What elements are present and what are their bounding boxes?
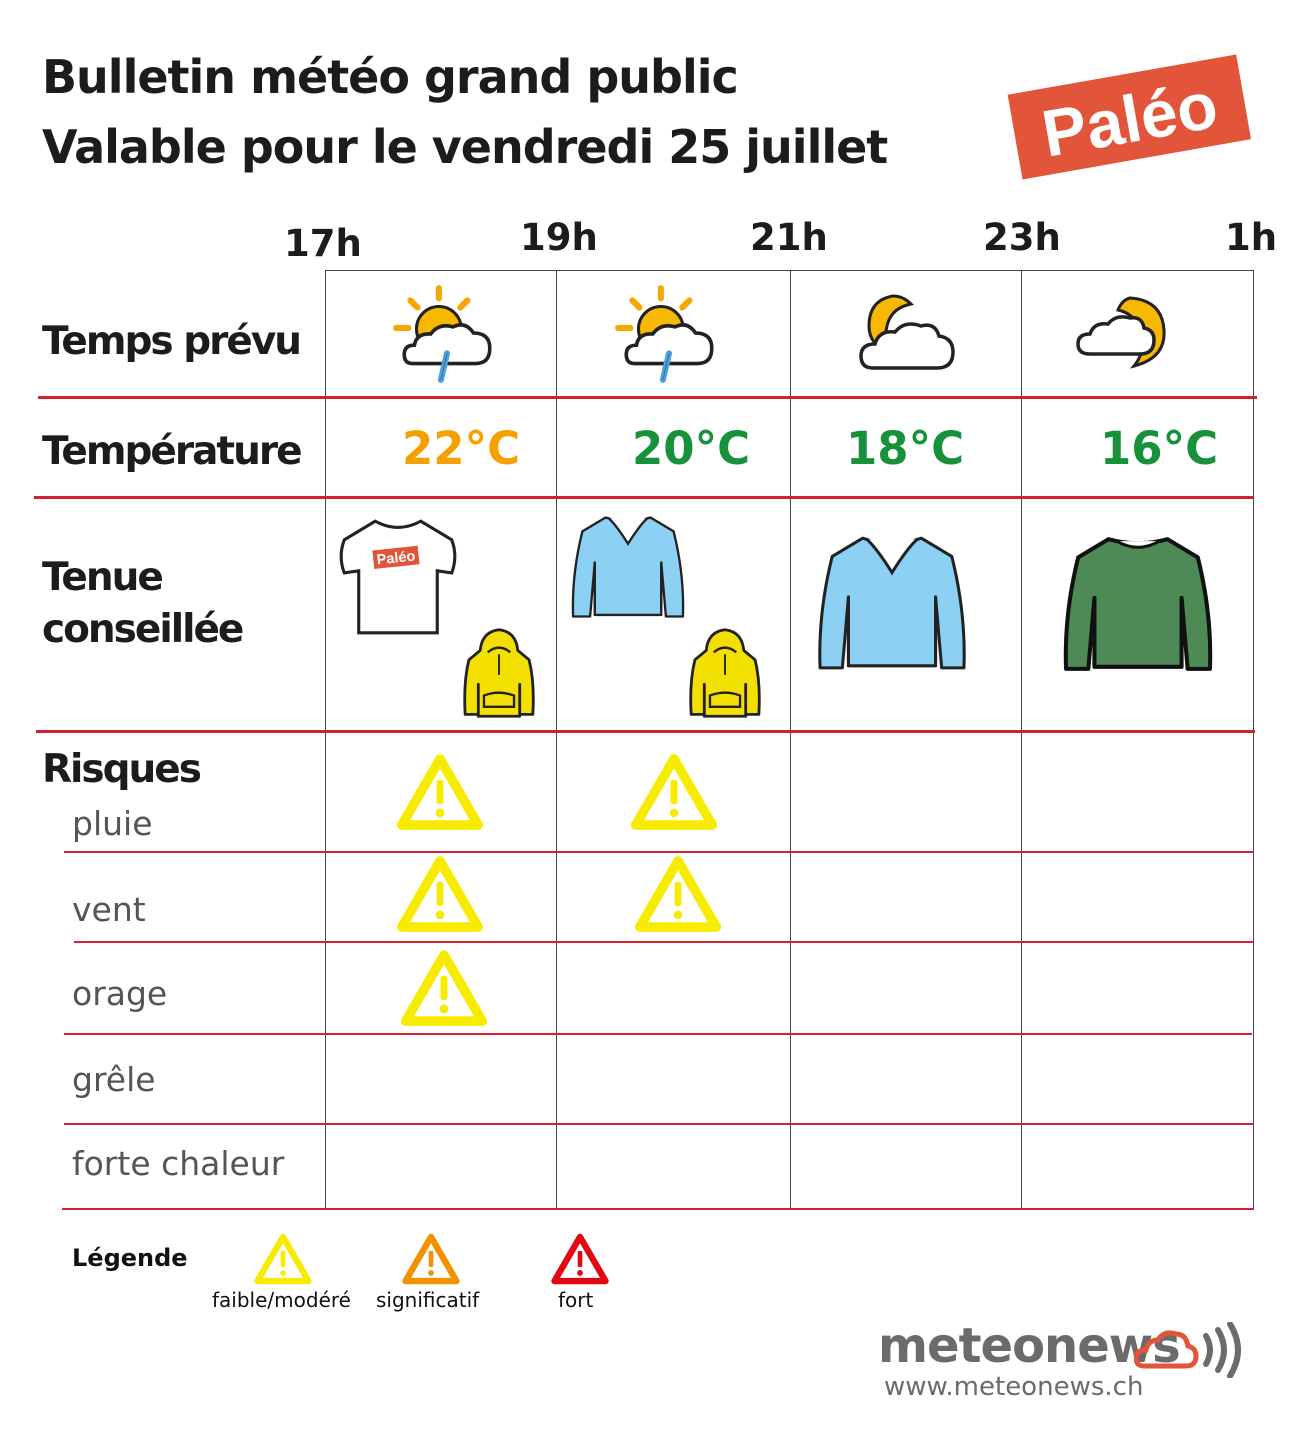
divider-vent: [74, 941, 1254, 943]
divider-forte-chaleur: [62, 1208, 1254, 1210]
moon-cloud-icon: [850, 288, 962, 378]
light-sweater-icon: [570, 512, 686, 622]
title-line-2: Valable pour le vendredi 25 juillet: [42, 120, 888, 174]
warning-icon-pluie-19h: [630, 752, 718, 832]
risk-label-pluie: pluie: [72, 804, 153, 843]
legend-title: Légende: [72, 1244, 188, 1272]
grid-line-v3: [790, 270, 791, 1210]
divider-grele: [64, 1123, 1254, 1125]
raincoat-icon: [686, 626, 764, 720]
risk-label-forte-chaleur: forte chaleur: [72, 1144, 285, 1183]
row-label-outfit-1: Tenue: [42, 555, 162, 600]
paleo-logo: [1005, 50, 1253, 180]
divider-pluie: [64, 851, 1254, 853]
sun-cloud-rain-icon: [612, 282, 724, 384]
legend-warning-icon-low: [254, 1232, 312, 1286]
row-label-temperature: Température: [42, 429, 301, 474]
warning-icon-vent-19h: [634, 854, 722, 934]
grid-line-v2: [556, 270, 557, 1210]
grid-line-top: [325, 270, 1254, 271]
divider-temperature: [34, 496, 1253, 499]
risk-label-grele: grêle: [72, 1060, 156, 1099]
legend-label-low: faible/modéré: [212, 1288, 351, 1312]
time-label-21h: 21h: [750, 216, 828, 259]
grid-line-v4: [1021, 270, 1022, 1210]
divider-weather: [38, 396, 1257, 399]
cloud-signal-icon: [1134, 1322, 1252, 1378]
warning-icon-pluie-17h: [396, 752, 484, 832]
title-line-1: Bulletin météo grand public: [42, 50, 738, 104]
row-label-risks: Risques: [42, 747, 200, 792]
temperature-23h: 16°C: [1100, 422, 1219, 475]
divider-orage: [64, 1033, 1252, 1035]
time-label-1h: 1h: [1225, 216, 1278, 259]
warning-icon-vent-17h: [396, 854, 484, 934]
temperature-21h: 18°C: [846, 422, 965, 475]
tshirt-paleo-icon: [336, 514, 460, 640]
light-sweater-icon: [816, 532, 968, 674]
cloud-moon-icon: [1072, 288, 1172, 378]
green-sweater-icon: [1062, 532, 1214, 676]
raincoat-icon: [460, 626, 538, 720]
time-label-19h: 19h: [520, 216, 598, 259]
legend-label-strong: fort: [558, 1288, 594, 1312]
legend-label-significant: significatif: [376, 1288, 480, 1312]
legend-warning-icon-strong: [551, 1232, 609, 1286]
time-label-23h: 23h: [983, 216, 1061, 259]
time-label-17h: 17h: [284, 222, 362, 265]
row-label-outfit-2: conseillée: [42, 607, 243, 652]
meteonews-logo-text: meteonews: [878, 1318, 1180, 1374]
legend-warning-icon-significant: [402, 1232, 460, 1286]
svg-text:Paléo: Paléo: [1036, 67, 1223, 171]
grid-line-v1: [325, 270, 326, 1210]
grid-line-v5: [1253, 270, 1254, 1210]
meteonews-url: www.meteonews.ch: [884, 1372, 1144, 1402]
temperature-17h: 22°C: [402, 422, 521, 475]
divider-outfit: [36, 730, 1255, 733]
risk-label-orage: orage: [72, 974, 168, 1013]
row-label-weather: Temps prévu: [42, 319, 301, 364]
temperature-19h: 20°C: [632, 422, 751, 475]
sun-cloud-rain-icon: [390, 282, 502, 384]
warning-icon-orage-17h: [400, 948, 488, 1028]
risk-label-vent: vent: [72, 890, 146, 929]
